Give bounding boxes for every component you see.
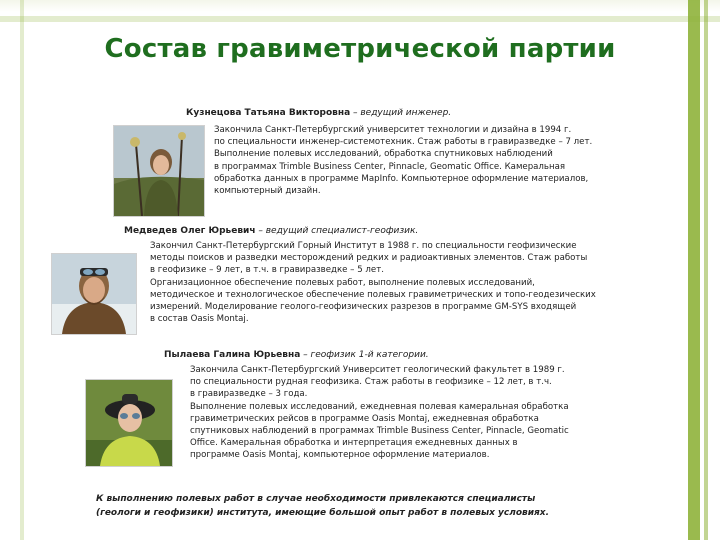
person-2-heading [124, 226, 418, 236]
slide-title: Состав гравиметрической партии [104, 34, 616, 64]
person-1-line-4: в программах Trimble Business Center, Pinnacle, Geomatic Office. Камеральная [214, 161, 566, 172]
person-3-heading [164, 350, 429, 360]
person-3-line-5: гравиметрических рейсов в программе Oasis Montaj, ежедневная обработка [190, 413, 539, 424]
person-2-photo [52, 254, 136, 334]
footer-line-2: (геологи и геофизики) института, имеющие большой опыт работ в полевых условиях. [96, 508, 550, 518]
person-1-name: Кузнецова Татьяна Викторовна [186, 108, 351, 118]
person-1-line-2: по специальности инженер-системотехник. Стаж работы в гравиразведке – 7 лет. [214, 137, 593, 148]
person-2-line-4: Организационное обеспечение полевых работ, выполнение полевых исследований, [150, 277, 535, 288]
person-3-line-1: Закончила Санкт-Петербургский Университет геологический факультет в 1989 г. [190, 365, 565, 375]
person-3-line-7: Office. Камеральная обработка и интерпретация ежедневных данных в [190, 438, 518, 449]
person-3-line-8: программе Oasis Montaj, компьютерное оформление материалов. [190, 450, 490, 461]
person-3-line-4: Выполнение полевых исследований, ежедневная полевая камеральная обработка [190, 401, 569, 412]
person-3-line-6: спутниковых наблюдений в программах Trimble Business Center, Pinnacle, Geomatic [190, 426, 569, 437]
right-green-stripe [688, 0, 700, 540]
person-2-line-6: измерений. Моделирование геолого-геофизических разрезов в программе GM-SYS входящей [150, 302, 577, 313]
footer-line-1: К выполнению полевых работ в случае необходимости привлекаются специалисты [96, 494, 536, 504]
person-2-line-3: в геофизике – 9 лет, в т.ч. в гравиразведке – 5 лет. [150, 265, 384, 276]
person-3-line-2: по специальности рудная геофизика. Стаж работы в геофизике – 12 лет, в т.ч. [190, 377, 552, 388]
footer-note [96, 492, 636, 520]
person-photo-icon [52, 254, 136, 334]
person-2-line-7: в состав Oasis Montaj. [150, 314, 249, 325]
person-2-role: – ведущий специалист-геофизик. [255, 226, 419, 236]
person-1-line-3: Выполнение полевых исследований, обработка спутниковых наблюдений [214, 149, 553, 160]
person-2-line-1: Закончил Санкт-Петербургский Горный Институт в 1988 г. по специальности геофизические [150, 241, 577, 251]
person-2-line-5: методическое и технологическое обеспечение полевых гравиметрических и топо-геодезических [150, 289, 596, 300]
person-1-heading [186, 108, 451, 118]
left-thin-stripe [20, 0, 24, 540]
person-2-name: Медведев Олег Юрьевич [124, 226, 256, 236]
person-2-line-2: методы поисков и разведки месторождений редких и радиоактивных элементов. Стаж работы [150, 253, 588, 264]
person-1-line-6: компьютерный дизайн. [214, 186, 321, 197]
right-thin-stripe [704, 0, 708, 540]
person-1-role: – ведущий инженер. [350, 108, 452, 118]
person-2-description [150, 240, 680, 325]
person-3-name: Пылаева Галина Юрьевна [164, 350, 301, 360]
top-gradient [0, 0, 720, 12]
person-photo-icon [114, 126, 204, 216]
person-3-photo [86, 380, 172, 466]
person-1-line-1: Закончила Санкт-Петербургский университет технологии и дизайна в 1994 г. [214, 125, 572, 135]
person-3-role: – геофизик 1-й категории. [300, 350, 429, 360]
person-3-description [190, 364, 680, 462]
person-1-line-5: обработка данных в программе MapInfo. Компьютерное оформление материалов, [214, 173, 589, 184]
top-thin-stripe [0, 16, 720, 22]
person-1-description [214, 124, 684, 197]
person-photo-icon [86, 380, 172, 466]
person-1-photo [114, 126, 204, 216]
person-3-line-3: в гравиразведке – 3 года. [190, 389, 308, 400]
